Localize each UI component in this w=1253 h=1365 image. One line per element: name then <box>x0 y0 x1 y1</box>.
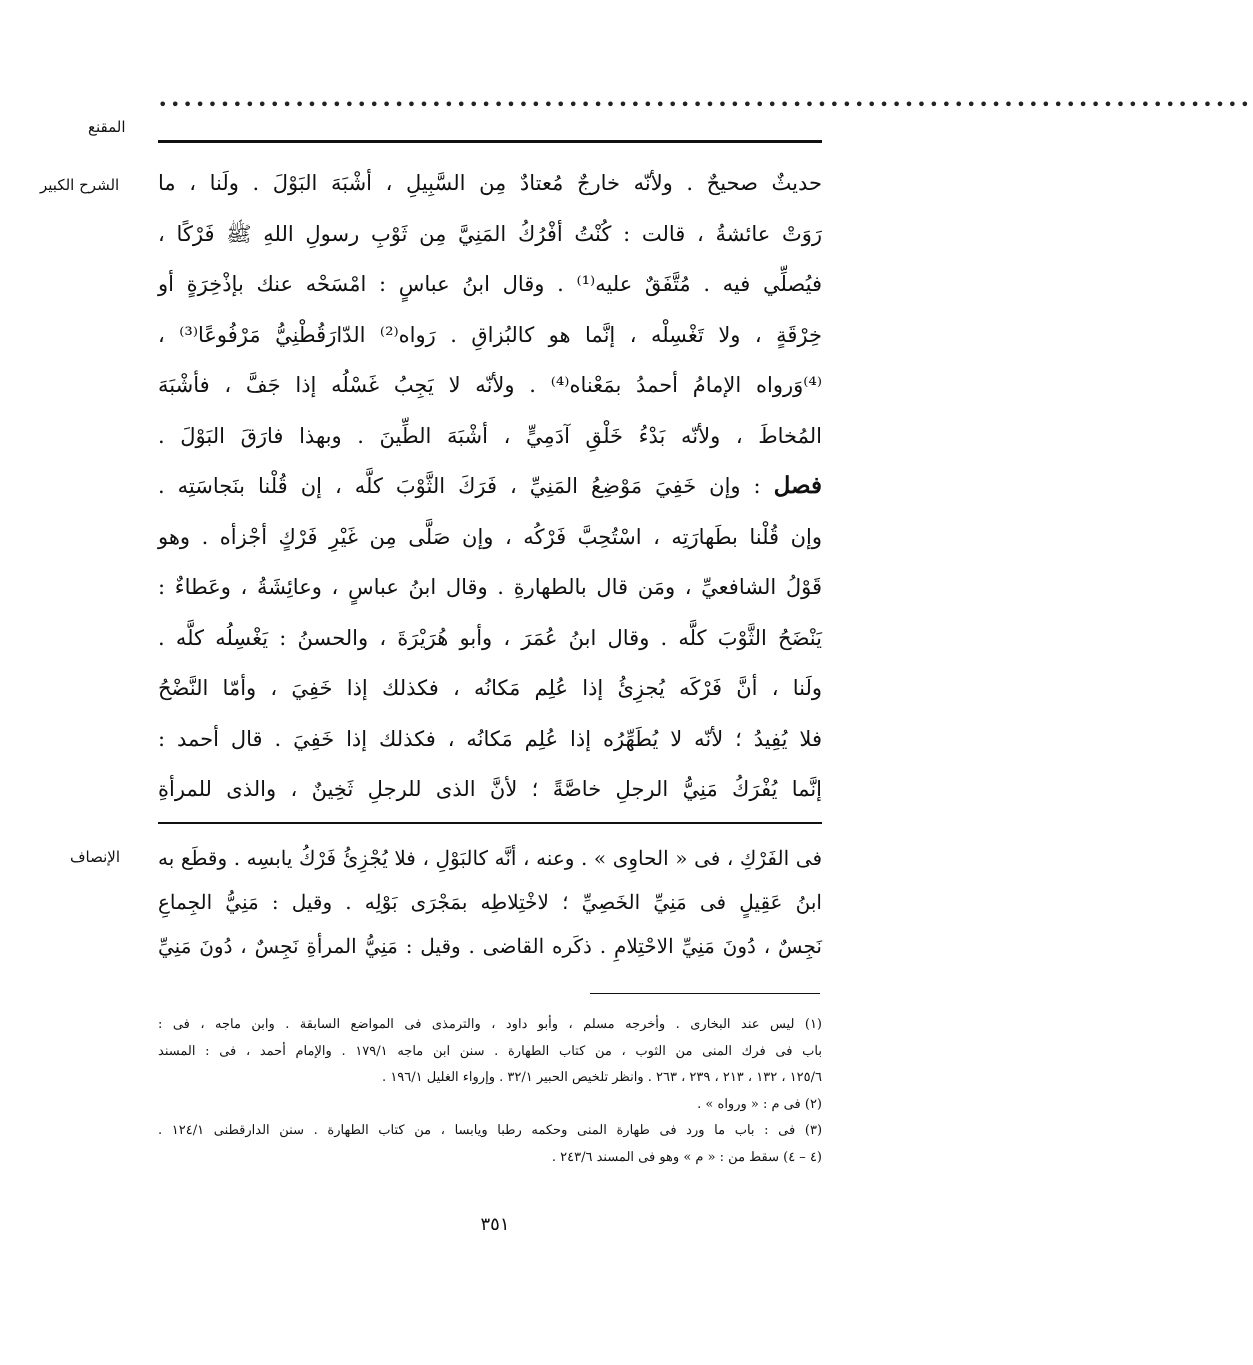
footnote-line: ١٢٥/٦ ، ١٣٢ ، ٢١٣ ، ٢٣٩ ، ٢٦٣ . وانظر تلخيص الحبير ٣٢/١ . وإرواء الغليل ١٩٦/١ . <box>382 1070 822 1085</box>
header-dotted-line: •••••••••••••••••••••••••••••••••••••••••••••••••••••••••••••••••••••••••••••••••••••••• <box>158 95 1253 114</box>
footnote-line: (٢) فى م : « ورواه » . <box>697 1096 822 1112</box>
main-text-line: وإن قُلْنا بطَهارَتِه ، اسْتُحِبَّ فَرْكُه ، وإن صَلَّى مِن غَيْرِ فَرْكٍ أجْزأه . وهو <box>158 524 822 549</box>
footnote-line: (٤ – ٤) سقط من : « م » وهو فى المسند ٢٤٣/٦ . <box>551 1149 822 1165</box>
main-text-line: إنَّما يُفْرَكُ مَنِيُّ الرجلِ خاصَّةً ؛ لأنَّ الذى للرجلِ ثَخِينٌ ، والذى للمرأةِ <box>158 777 822 801</box>
main-text-line: رَوَتْ عائشةُ ، قالت : كُنْتُ أفْرُكُ المَنِيَّ مِن ثَوْبِ رسولِ اللهِ ﷺ فَرْكًا ، <box>158 221 822 246</box>
main-text-line: حديثٌ صحيحٌ . ولأنّه خارجٌ مُعتادٌ مِن السَّبِيلِ ، أشْبَهَ البَوْلَ . ولَنا ، ما <box>158 171 822 195</box>
insaf-text-line: فى الفَرْكِ ، فى « الحاوِى » . وعنه ، أنَّه كالبَوْلِ ، فلا يُجْزِئُ فَرْكُ يابسِه . وقطَع به <box>158 846 822 870</box>
side-label-sharh-kabir: الشرح الكبير <box>40 176 120 194</box>
fasl-heading: فصل <box>773 472 822 499</box>
side-label-insaf: الإنصاف <box>70 848 121 866</box>
main-text-line: ⁽⁴⁾وَرواه الإمامُ أحمدُ بمَعْناه⁽⁴⁾ . ولأنّه لا يَجِبُ غَسْلُه إذا جَفَّ ، فأشْبَهَ <box>158 373 822 397</box>
footnote-line: (٣) فى : باب ما ورد فى طهارة المنى وحكمه رطبا ويابسا ، من كتاب الطهارة . سنن الدارقطنى ١٢٤/١ . <box>158 1123 823 1138</box>
footnote-line: (١) ليس عند البخارى . وأخرجه مسلم ، وأبو داود ، والترمذى فى المواضع السابقة . وابن ماجه ، فى : <box>158 1017 822 1032</box>
main-text-line: فلا يُفِيدُ ؛ لأنّه لا يُطَهِّرُه إذا عُلِم مَكانُه ، فكذلك إذا خَفِيَ . قال أحمد : <box>158 726 822 751</box>
footnote-separator <box>590 993 820 994</box>
insaf-text <box>158 836 822 968</box>
main-text-line: ولَنا ، أنَّ فَرْكَه يُجزِئُ إذا عُلِم مَكانُه ، فكذلك إذا خَفِيَ ، وأمّا النَّضْحُ <box>158 676 822 700</box>
section-divider <box>158 822 822 824</box>
main-text-line: يَنْضَحُ الثَّوْبَ كلَّه . وقال ابنُ عُمَرَ ، وأبو هُرَيْرَةَ ، والحسنُ : يَغْسِلُه كلَّه . <box>158 625 822 650</box>
fasl-line-text: : وإن خَفِيَ مَوْضِعُ المَنِيِّ ، فَرَكَ الثَّوْبَ كلَّه ، إن قُلْنا بنَجاسَتِه . <box>158 474 761 498</box>
running-title: المقنع <box>88 118 126 136</box>
header-rule <box>158 140 822 143</box>
footnote-line: باب فى فرك المنى من الثوب ، من كتاب الطهارة . سنن ابن ماجه ١٧٩/١ . والإمام أحمد ، فى : المسند <box>158 1043 822 1059</box>
fasl-line <box>158 461 822 512</box>
main-text-line: خِرْقَةٍ ، ولا تَغْسِلْه ، إنَّما هو كالبُزاقِ . رَواه⁽²⁾ الدّارَقُطْنِيُّ مَرْفُوعًا⁽³⁾ ، <box>158 322 823 347</box>
page-number: ٣٥١ <box>480 1214 510 1235</box>
main-text-line: قَوْلُ الشافعيِّ ، ومَن قال بالطهارةِ . وقال ابنُ عباسٍ ، وعائِشَةُ ، وعَطاءٌ : <box>158 575 822 599</box>
insaf-text-line: نَجِسٌ ، دُونَ مَنِيِّ الاحْتِلامِ . ذكَره القاضى . وقيل : مَنِيُّ المرأةِ نَجِسٌ ، دُونَ مَنِيِّ <box>158 934 822 958</box>
footnotes <box>158 1012 822 1171</box>
main-text <box>158 158 822 815</box>
main-text-line: المُخاطَ ، ولأنّه بَدْءُ خَلْقِ آدَمِيٍّ ، أشْبَهَ الطِّينَ . وبهذا فارَقَ البَوْلَ . <box>158 423 822 448</box>
insaf-text-line: ابنُ عَقِيلٍ فى مَنِيِّ الخَصِيِّ ؛ لاخْتِلاطِه بمَجْرَى بَوْلِه . وقيل : مَنِيُّ الجِماعِ <box>158 890 822 914</box>
main-text-line: فيُصلِّي فيه . مُتَّفَقٌ عليه⁽¹⁾ . وقال ابنُ عباسٍ : امْسَحْه عنك بإذْخِرَةٍ أو <box>158 272 822 296</box>
